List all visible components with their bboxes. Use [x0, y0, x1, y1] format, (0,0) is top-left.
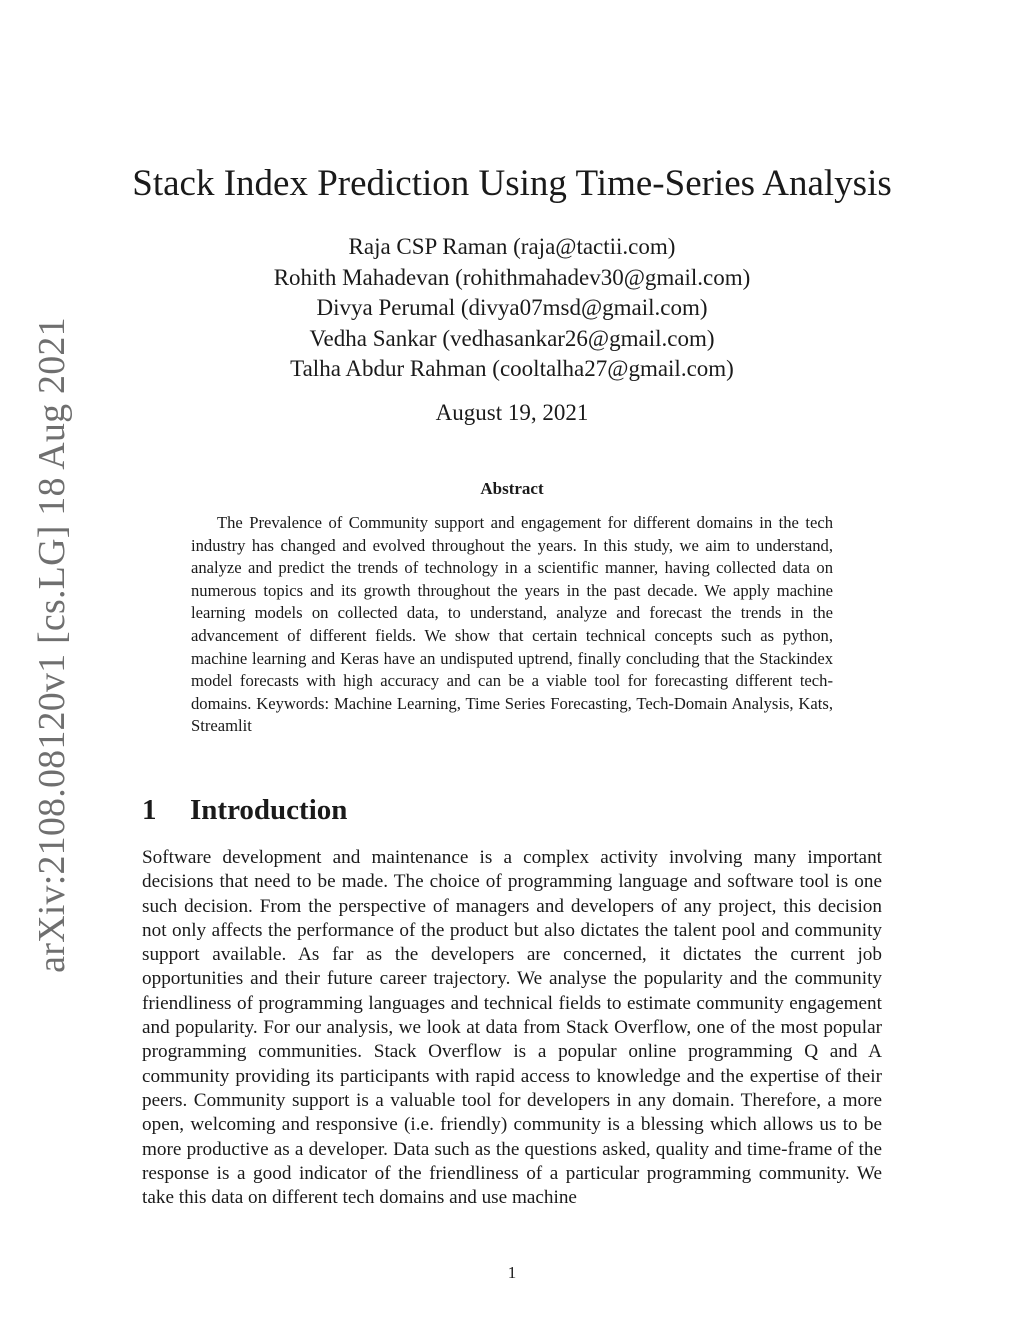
- author-list: [0, 232, 1024, 385]
- section-number: 1: [142, 794, 157, 826]
- abstract-text: The Prevalence of Community support and engagement for different domains in the tech industry has changed and evolved throughout the years. In this study, we aim to understand, analyze and predict the trends of technology in a scientific manner, having collected data on numerous topics and its growth throughout the years in the past decade. We apply machine learning models on collected data, to understand, analyze and forecast the trends in the advancement of different fields. We show that certain technical concepts such as python, machine learning and Keras have an undisputed uptrend, finally concluding that the Stackindex model forecasts with high accuracy and can be a viable tool for forecasting different tech-domains. Keywords: Machine Learning, Time Series Forecasting, Tech-Domain Analysis, Kats, Streamlit: [191, 513, 833, 736]
- author-4: Vedha Sankar (vedhasankar26@gmail.com): [309, 325, 715, 351]
- arxiv-identifier-stamp[interactable]: arXiv:2108.08120v1 [cs.LG] 18 Aug 2021: [31, 317, 73, 973]
- section-heading: [142, 794, 347, 827]
- abstract-heading: Abstract: [480, 479, 544, 498]
- publication-date: August 19, 2021: [435, 400, 589, 425]
- introduction-text: Software development and maintenance is a complex activity involving many important decisions that need to be made. The choice of programming language and software tool is one such decision. From the perspective of managers and developers of any project, this decision not only affects the performance of the product but also dictates the talent pool and community support available. As far as the developers are concerned, it dictates the current job opportunities and their future career trajectory. We analyse the popularity and the community friendliness of programming languages and technical fields to estimate community engagement and popularity. For our analysis, we look at data from Stack Overflow, one of the most popular programming communities. Stack Overflow is a popular online programming Q and A community providing its participants with rapid access to knowledge and the expertise of their peers. Community support is a valuable tool for developers in any domain. Therefore, a more open, welcoming and responsive (i.e. friendly) community is a blessing which allows us to be more productive as a developer. Data such as the questions asked, quality and time-frame of the response is a good indicator of the friendliness of a particular programming community. We take this data on different tech domains and use machine: [142, 847, 882, 1209]
- page-number: 1: [507, 1263, 517, 1282]
- section-title: Introduction: [190, 794, 348, 826]
- author-2: Rohith Mahadevan (rohithmahadev30@gmail.com): [273, 264, 751, 290]
- author-1: Raja CSP Raman (raja@tactii.com): [348, 234, 676, 259]
- author-3: Divya Perumal (divya07msd@gmail.com): [316, 295, 708, 320]
- paper-title: Stack Index Prediction Using Time-Series Analysis: [132, 163, 892, 204]
- author-5: Talha Abdur Rahman (cooltalha27@gmail.com): [290, 356, 734, 381]
